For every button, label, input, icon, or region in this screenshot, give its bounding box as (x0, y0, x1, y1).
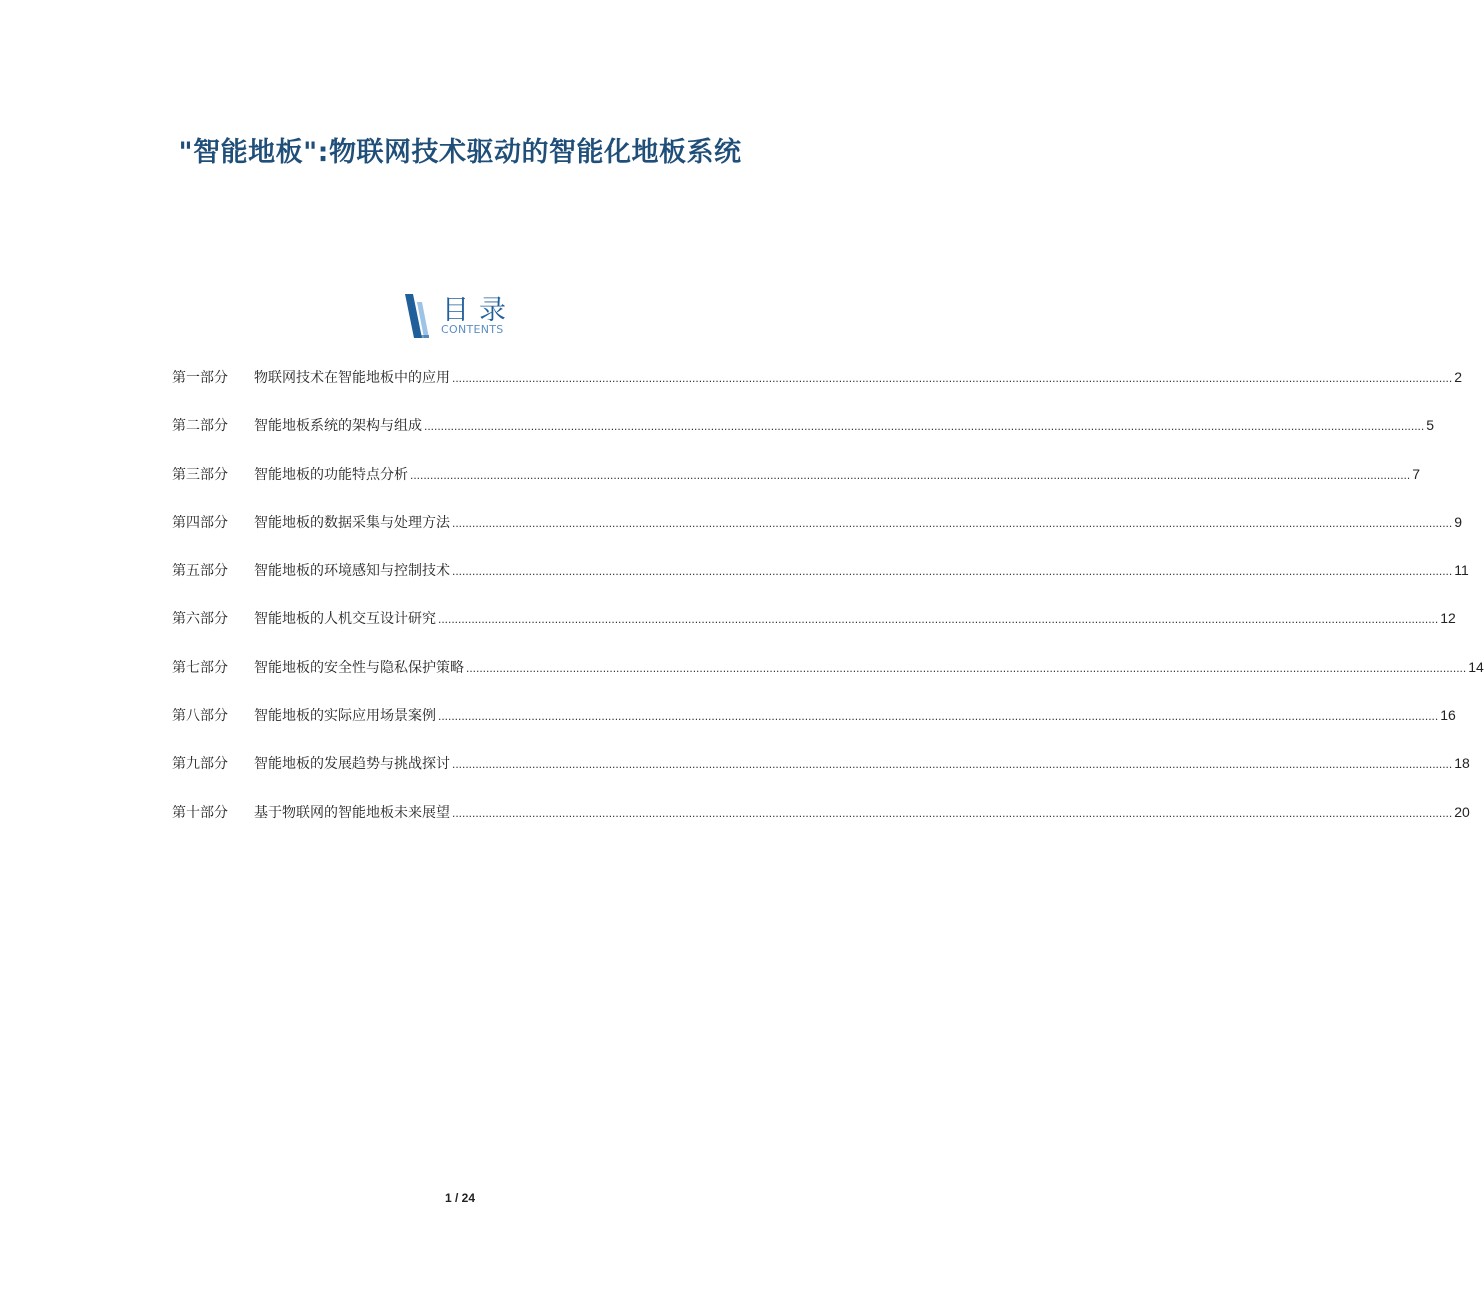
toc-item[interactable] (172, 508, 1462, 556)
toc-item[interactable] (172, 749, 1470, 797)
toc-item-title[interactable]: 智能地板系统的架构与组成 (254, 418, 422, 435)
toc-subtitle: CONTENTS (441, 323, 504, 336)
toc-item[interactable] (172, 701, 1456, 749)
toc-item-title[interactable]: 智能地板的安全性与隐私保护策略 (254, 659, 464, 676)
toc-item-page[interactable]: 9 (1454, 513, 1462, 530)
toc-list (172, 363, 1484, 846)
toc-item[interactable] (172, 460, 1420, 508)
toc-item[interactable] (172, 556, 1469, 604)
toc-item-leader: ............................................................................................................................................................................................................................................................................................................ (452, 564, 1453, 579)
toc-item-title[interactable]: 智能地板的环境感知与控制技术 (254, 563, 450, 580)
toc-item-page[interactable]: 14 (1468, 658, 1484, 675)
toc-item-leader: ............................................................................................................................................................................................................................................................................................................ (452, 515, 1453, 530)
toc-item-part: 第六部分 (172, 611, 228, 628)
toc-item-page[interactable]: 20 (1454, 803, 1470, 820)
toc-item-title[interactable]: 智能地板的数据采集与处理方法 (254, 514, 450, 531)
toc-item-part: 第四部分 (172, 514, 228, 531)
toc-header (402, 292, 542, 342)
toc-item-part: 第三部分 (172, 466, 228, 483)
toc-item-leader: ............................................................................................................................................................................................................................................................................................................ (452, 371, 1453, 385)
toc-item-page[interactable]: 12 (1440, 610, 1456, 627)
toc-book-icon (402, 294, 432, 338)
toc-item-part: 第一部分 (172, 370, 228, 386)
toc-item-part: 第十部分 (172, 804, 228, 821)
toc-item-title[interactable]: 物联网技术在智能地板中的应用 (254, 370, 450, 386)
toc-item-title[interactable]: 基于物联网的智能地板未来展望 (254, 804, 450, 821)
toc-item-leader: ............................................................................................................................................................................................................................................................................................................ (438, 709, 1439, 724)
page-title: "智能地板":物联网技术驱动的智能化地板系统 (178, 137, 742, 169)
toc-item-page[interactable]: 7 (1412, 465, 1420, 482)
toc-item[interactable] (172, 653, 1484, 701)
toc-item-leader: ............................................................................................................................................................................................................................................................................................................ (452, 805, 1453, 820)
toc-item-part: 第九部分 (172, 756, 228, 773)
toc-item[interactable] (172, 798, 1470, 846)
toc-item-title[interactable]: 智能地板的人机交互设计研究 (254, 611, 436, 628)
toc-item-page[interactable]: 5 (1426, 417, 1434, 434)
toc-item-leader: ............................................................................................................................................................................................................................................................................................................ (466, 660, 1467, 675)
toc-item[interactable] (172, 604, 1456, 652)
toc-item-part: 第五部分 (172, 563, 228, 580)
toc-item-part: 第七部分 (172, 659, 228, 676)
toc-item-title[interactable]: 智能地板的实际应用场景案例 (254, 708, 436, 725)
toc-item[interactable] (172, 411, 1434, 459)
toc-title: 目录 (442, 295, 516, 326)
toc-item-leader: ............................................................................................................................................................................................................................................................................................................ (438, 612, 1439, 627)
page-number: 1 / 24 (444, 1191, 476, 1205)
toc-item-part: 第二部分 (172, 418, 228, 435)
toc-item-leader: ............................................................................................................................................................................................................................................................................................................ (410, 467, 1411, 482)
toc-item-title[interactable]: 智能地板的功能特点分析 (254, 466, 408, 483)
toc-item-page[interactable]: 18 (1454, 755, 1470, 772)
toc-item-page[interactable]: 16 (1440, 707, 1456, 724)
toc-item-page[interactable]: 2 (1454, 369, 1462, 385)
toc-item-leader: ............................................................................................................................................................................................................................................................................................................ (424, 419, 1425, 434)
toc-item-part: 第八部分 (172, 708, 228, 725)
toc-item-title[interactable]: 智能地板的发展趋势与挑战探讨 (254, 756, 450, 773)
toc-item[interactable] (172, 363, 1462, 411)
toc-item-page[interactable]: 11 (1454, 562, 1469, 579)
toc-item-leader: ............................................................................................................................................................................................................................................................................................................ (452, 757, 1453, 772)
